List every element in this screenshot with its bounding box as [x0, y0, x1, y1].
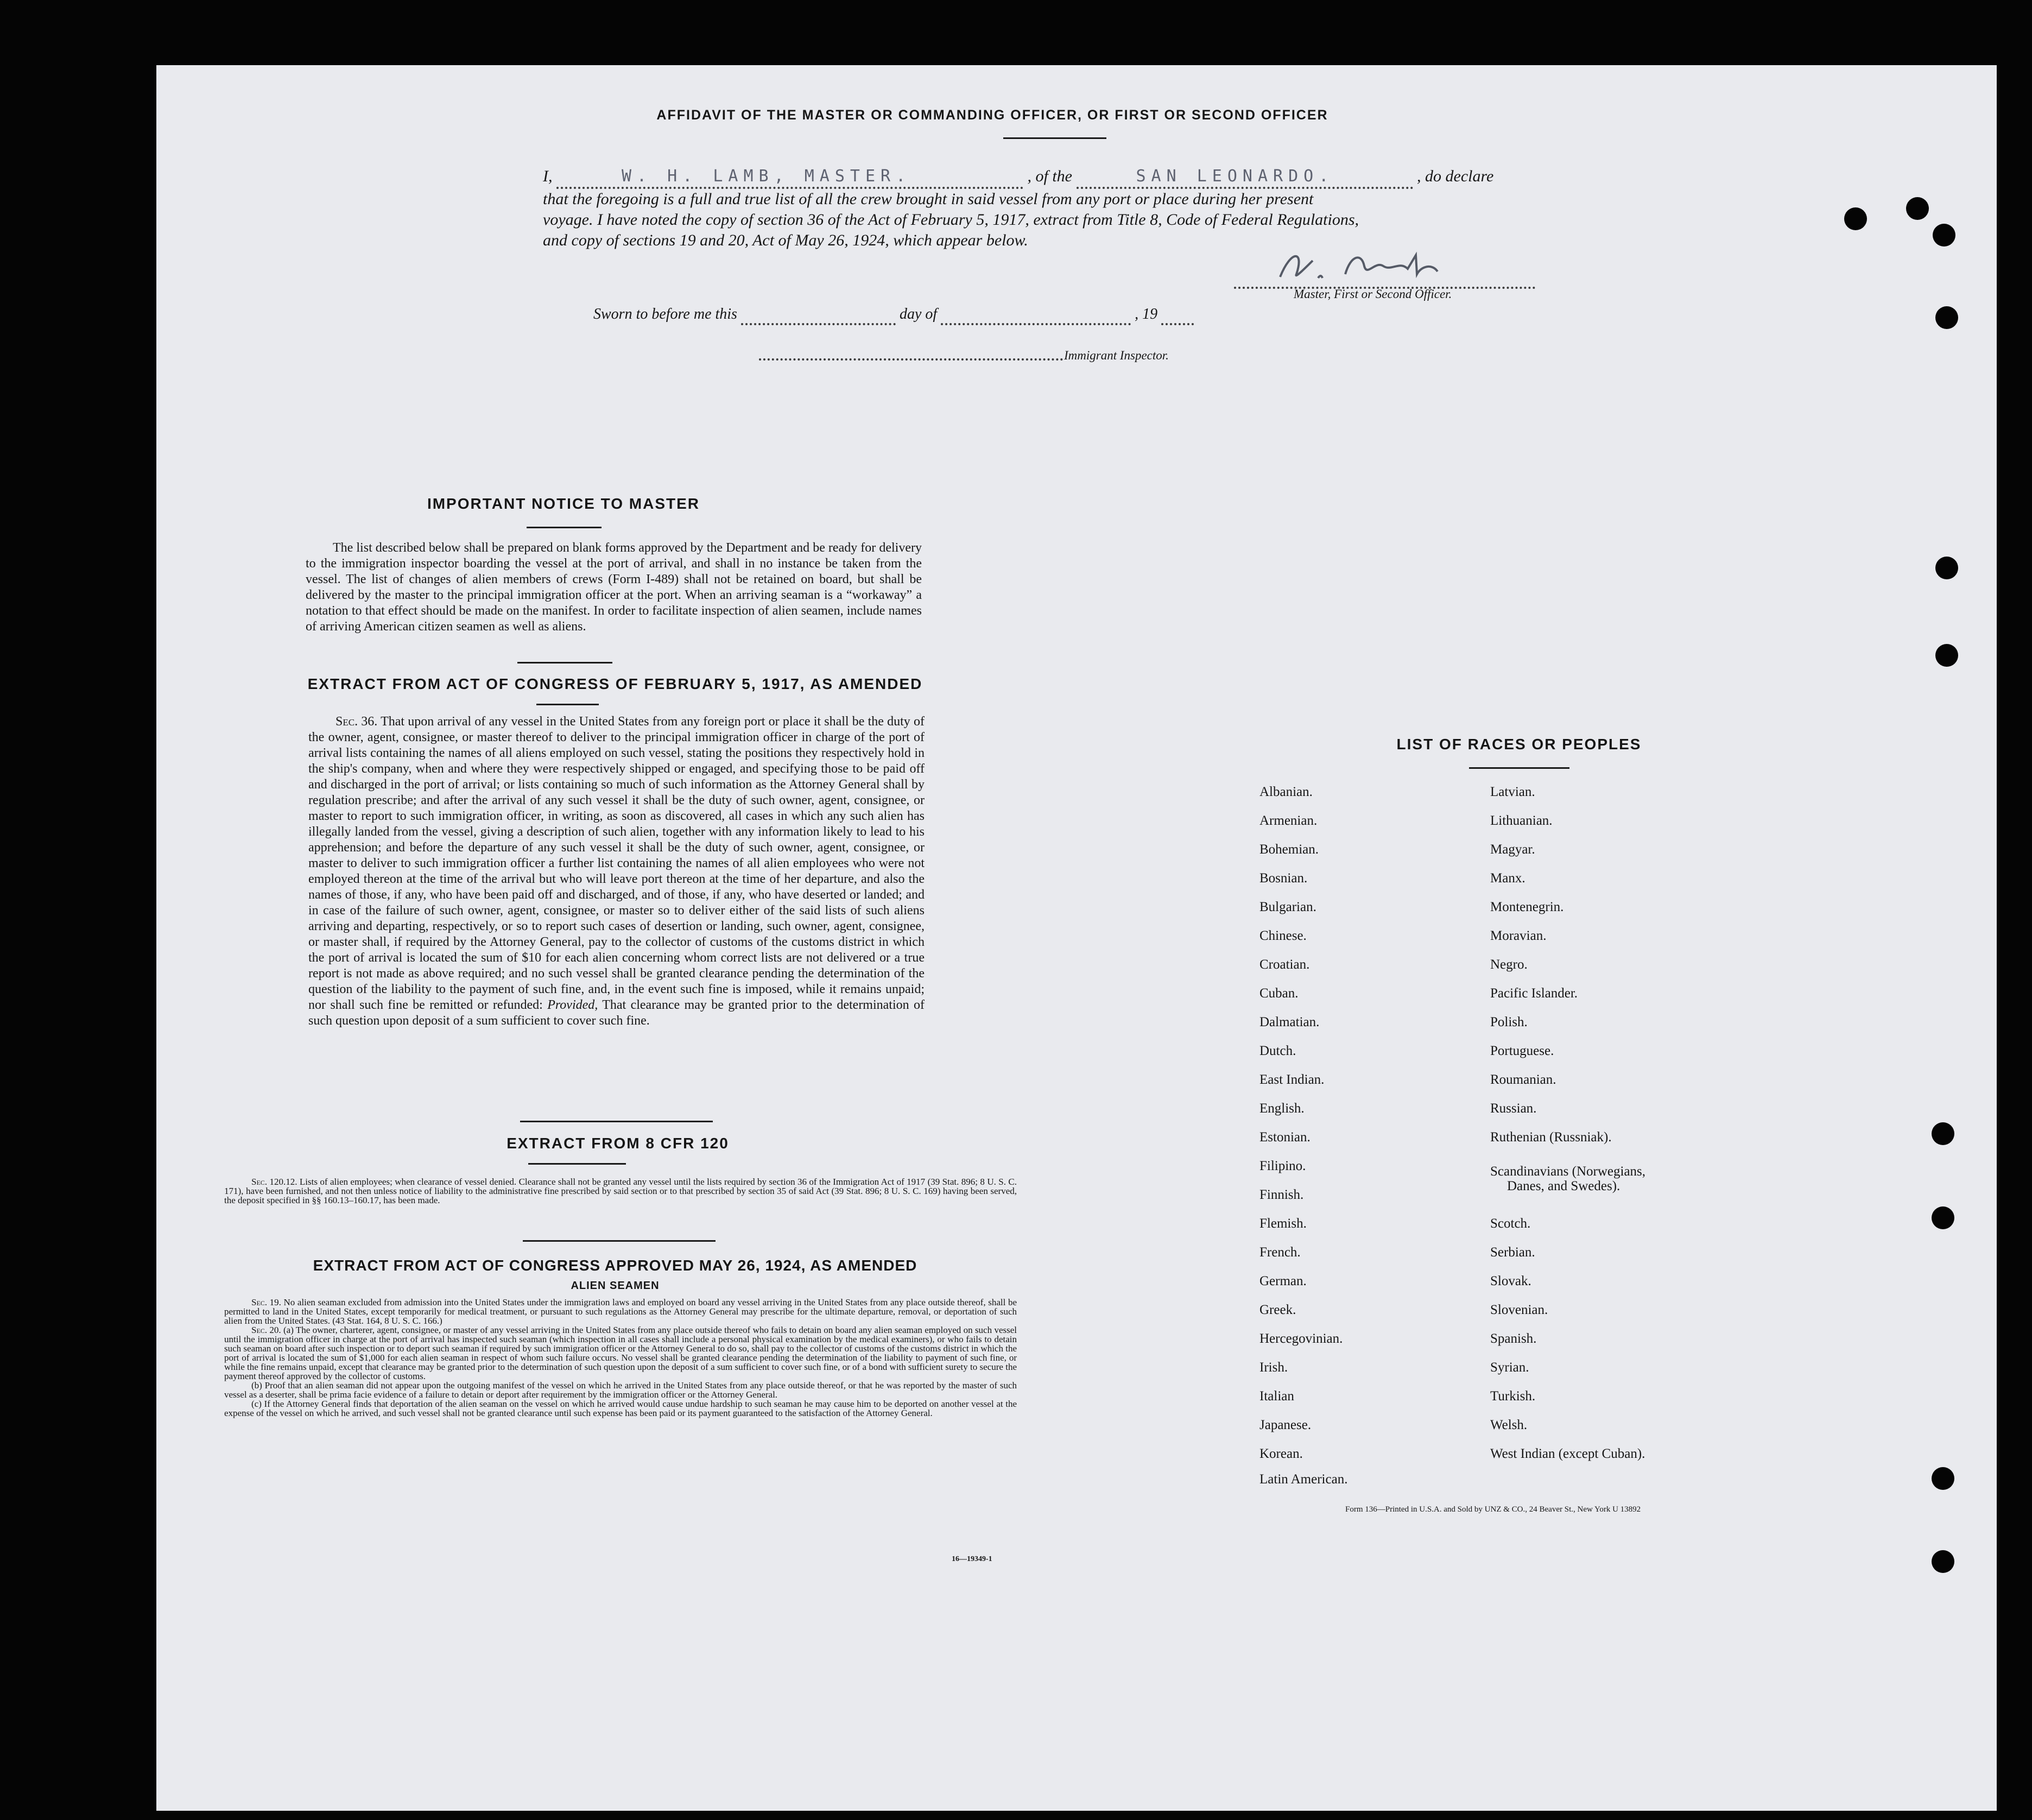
- inspector-signature-line[interactable]: [759, 353, 1063, 361]
- race-item: Roumanian.: [1490, 1072, 1556, 1087]
- sworn-prefix: Sworn to before me this: [593, 306, 737, 323]
- race-item: Syrian.: [1490, 1360, 1529, 1375]
- form-page: [156, 65, 1997, 1811]
- race-item: Albanian.: [1259, 785, 1313, 799]
- race-item: Moravian.: [1490, 928, 1547, 943]
- extract-1917-text: [308, 714, 925, 1029]
- race-item: East Indian.: [1259, 1072, 1325, 1087]
- race-item: Bohemian.: [1259, 842, 1319, 857]
- affidavit-title: AFFIDAVIT OF THE MASTER OR COMMANDING OFFICER, OR FIRST OR SECOND OFFICER: [656, 108, 1328, 123]
- race-item: Italian: [1259, 1389, 1294, 1404]
- race-item: Armenian.: [1259, 813, 1318, 828]
- sworn-day-field[interactable]: [741, 306, 896, 325]
- declaration-line-3: voyage. I have noted the copy of section 36 of the Act of February 5, 1917, extract from Title 8, Code of Federal Regulations,: [543, 211, 1359, 229]
- race-item: Polish.: [1490, 1015, 1528, 1029]
- race-item: French.: [1259, 1245, 1301, 1260]
- sec-20b-paragraph: (b) Proof that an alien seaman did not appear upon the outgoing manifest of the vessel on which he arrived in the United States from any place outside thereof, or that he was reported by the master of such vessel as a deserter, shall be prima facie evidence of a failure to detain or deport after requirement by the immigration officer or the Attorney General.: [224, 1380, 1017, 1400]
- notice-title: IMPORTANT NOTICE TO MASTER: [427, 495, 700, 512]
- race-item: Latvian.: [1490, 785, 1535, 799]
- race-item: Irish.: [1259, 1360, 1288, 1375]
- sec-19-body: No alien seaman excluded from admission into the United States under the immigration laws and employed on board any vessel arriving in the United States from any place outside thereof, shall be permitted to land in the United States, except temporarily for medical treatment, or pursuant to such regulations as the Attorney General may prescribe for the ultimate departure, removal, or deportation of such alien from the United States. (43 Stat. 164, 8 U. S. C. 166.): [224, 1297, 1017, 1326]
- cfr-rule: [528, 1163, 626, 1165]
- race-item: Greek.: [1259, 1303, 1296, 1317]
- race-item: German.: [1259, 1274, 1307, 1288]
- do-declare-text: , do declare: [1417, 167, 1494, 185]
- vessel-name-field[interactable]: [1077, 166, 1413, 189]
- race-item: Korean.: [1259, 1446, 1303, 1461]
- race-item: Latin American.: [1259, 1472, 1348, 1487]
- race-item: Dalmatian.: [1259, 1015, 1320, 1029]
- race-item: Scotch.: [1490, 1216, 1531, 1231]
- race-item: Danes, and Swedes).: [1507, 1179, 1620, 1193]
- of-the-text: , of the: [1027, 167, 1072, 185]
- sec-20a-paragraph: [224, 1325, 1017, 1381]
- race-item: Finnish.: [1259, 1187, 1304, 1202]
- declaration-line-4: and copy of sections 19 and 20, Act of May 26, 1924, which appear below.: [543, 231, 1028, 249]
- master-name-field[interactable]: [556, 166, 1023, 189]
- race-item: Dutch.: [1259, 1044, 1296, 1058]
- punch-hole: [1933, 224, 1955, 247]
- declaration-line-2: that the foregoing is a full and true list of all the crew brought in said vessel from any port or place during her present: [543, 190, 1314, 208]
- race-item: Hercegovinian.: [1259, 1331, 1343, 1346]
- punch-hole: [1932, 1206, 1954, 1229]
- race-item: Lithuanian.: [1490, 813, 1553, 828]
- race-item: Japanese.: [1259, 1418, 1312, 1432]
- sec-20a-body: (a) The owner, charterer, agent, consignee, or master of any vessel arriving in the United States from any place outside thereof who fails to detain on board any alien seaman employed on such vessel until the immigration officer in charge at the port of arrival has inspected such seaman (which inspection in all cases shall include a personal physical examination by the medical examiners), or who fails to detain such seaman on board after such inspection or to deport such seaman if required by such immigration officer or the Attorney General to do so, shall pay to the collector of customs of the customs district in which the port of arrival is located the sum of $1,000 for each alien seaman in respect of whom such failure occurs. No vessel shall be granted clearance pending the determination of the liability to payment of such fine, or while the fine remains unpaid, except that clearance may be granted prior to the determination of such question upon the deposit of a sum sufficient to cover such fine, or of a bond with sufficient surety to secure the payment thereof approved by the collector of customs.: [224, 1325, 1017, 1381]
- punch-hole: [1935, 557, 1958, 579]
- extract-1924-title: EXTRACT FROM ACT OF CONGRESS APPROVED MAY 26, 1924, AS AMENDED: [313, 1257, 917, 1274]
- extract-1924-text: [224, 1298, 1017, 1418]
- race-item: Cuban.: [1259, 986, 1299, 1001]
- race-item: Montenegrin.: [1490, 900, 1564, 914]
- notice-divider: [517, 662, 612, 663]
- vessel-name-value: SAN LEONARDO.: [1136, 167, 1334, 186]
- notice-rule: [527, 527, 602, 528]
- punch-hole: [1932, 1467, 1954, 1490]
- race-item: Filipino.: [1259, 1159, 1306, 1173]
- extract-1917-divider: [520, 1121, 713, 1122]
- race-item: Portuguese.: [1490, 1044, 1554, 1058]
- race-item: Scandinavians (Norwegians,: [1490, 1164, 1646, 1179]
- declaration-block: [543, 166, 1726, 251]
- punch-hole: [1906, 197, 1929, 220]
- race-item: Bosnian.: [1259, 871, 1308, 886]
- punch-hole: [1935, 306, 1958, 329]
- sec-20c-paragraph: (c) If the Attorney General finds that deportation of the alien seaman on the vessel on which he arrived would cause undue hardship to such seaman he may cause him to be deported on another vessel at the expense of the vessel on which he arrived, and such vessel shall not be granted clearance until such expense has been paid or its payment guaranteed to the satisfaction of the Attorney General.: [224, 1399, 1017, 1418]
- race-item: Flemish.: [1259, 1216, 1307, 1231]
- race-item: Serbian.: [1490, 1245, 1535, 1260]
- race-item: Turkish.: [1490, 1389, 1536, 1404]
- race-item: Welsh.: [1490, 1418, 1528, 1432]
- signature-label: Master, First or Second Officer.: [1294, 287, 1452, 301]
- cfr-divider: [523, 1240, 716, 1242]
- punch-hole: [1932, 1122, 1954, 1145]
- sec-36-body: That upon arrival of any vessel in the United States from any foreign port or place it shall be the duty of the owner, agent, consignee, or master thereof to deliver to the principal immigration officer in charge of the port of arrival lists containing the names of all aliens employed on such vessel, stating the positions they respectively hold in the ship's company, when and where they were respectively shipped or engaged, and specifying those to be paid off and discharged in the port of arrival; or lists containing so much of such information as the Attorney General shall by regulation prescribe; and after the arrival of any such vessel it shall be the duty of such owner, agent, consignee, or master to report to such immigration officer, in writing, as soon as discovered, all cases in which any such alien has illegally landed from the vessel, giving a description of such alien, together with any information likely to lead to his apprehension; and before the departure of any such vessel it shall be the duty of such owner, agent, consignee, or master to deliver to such immigration officer a further list containing the names of all alien employees who were not employed thereon at the time of the arrival but who will leave port thereon at the time of her departure, and also the names of those, if any, who have been paid off and discharged, and of those, if any, who have deserted or landed; and in case of the failure of such owner, agent, consignee, or master so to deliver either of the said lists of such aliens arriving and departing, respectively, or so to report such cases of desertion or landing, such owner, agent, consignee, or master shall, if required by the Attorney General, pay to the collector of customs of the customs district in which the port of arrival is located the sum of $10 for each alien concerning whom correct lists are not delivered or a true report is not made as above required; and no such vessel shall be granted clearance pending the determination of the question of the liability to the payment of such fine, and, in the event such fine is imposed, while it remains unpaid; nor shall such fine be remitted or refunded:: [308, 715, 925, 1012]
- sworn-month-field[interactable]: [941, 306, 1131, 325]
- sec-19-label: Sec. 19.: [251, 1297, 281, 1307]
- race-item: English.: [1259, 1101, 1305, 1116]
- race-item: Magyar.: [1490, 842, 1535, 857]
- race-item: Chinese.: [1259, 928, 1307, 943]
- extract-1924-subtitle: ALIEN SEAMEN: [571, 1280, 660, 1292]
- race-item: Slovak.: [1490, 1274, 1531, 1288]
- sworn-line: [593, 306, 1194, 325]
- sec-36-body-end: That clearance may be granted prior to the determination of such question upon deposit of a sum sufficient to cover such fine.: [308, 998, 925, 1028]
- sworn-year-field[interactable]: [1161, 306, 1194, 325]
- punch-hole: [1932, 1550, 1954, 1573]
- sec-36-label: Sec. 36.: [335, 715, 378, 729]
- punch-hole: [1935, 644, 1958, 667]
- race-item: Ruthenian (Russniak).: [1490, 1130, 1612, 1145]
- extract-1917-rule: [536, 704, 599, 705]
- signature-image: [1275, 244, 1459, 288]
- cfr-title: EXTRACT FROM 8 CFR 120: [507, 1135, 729, 1152]
- master-name-value: W. H. LAMB, MASTER.: [622, 167, 911, 186]
- sec-20-label: Sec. 20.: [251, 1325, 281, 1335]
- race-item: Manx.: [1490, 871, 1525, 886]
- race-item: Pacific Islander.: [1490, 986, 1578, 1001]
- race-item: Bulgarian.: [1259, 900, 1316, 914]
- title-rule: [1003, 137, 1106, 139]
- notice-text: The list described below shall be prepared on blank forms approved by the Department and be ready for delivery to the immigration inspector boarding the vessel at the port of arrival, and shall in no instance be taken from the vessel. The list of changes of alien members of crews (Form I-489) shall not be retained on board, but shall be delivered by the master to the principal immigration officer at the port. When an arriving seaman is a “workaway” a notation to that effect should be made on the manifest. In order to facilitate inspection of alien seamen, include names of arriving American citizen seamen as well as aliens.: [306, 541, 922, 634]
- declaration-prefix: I,: [543, 167, 553, 185]
- sec-19-paragraph: [224, 1298, 1017, 1325]
- cfr-body: Lists of alien employees; when clearance of vessel denied. Clearance shall not be granted any vessel until the lists required by section 36 of the Immigration Act of 1917 (39 Stat. 896; 8 U. S. C. 171), have been furnished, and not then unless notice of liability to the administrative fine prescribed by said section or to that prescribed by section 35 of said Act (39 Stat. 896; 8 U. S. C. 169) having been served, the deposit specified in §§ 160.13–160.17, has been made.: [224, 1177, 1017, 1205]
- race-item: Croatian.: [1259, 957, 1310, 972]
- races-rule: [1469, 767, 1569, 769]
- races-title: LIST OF RACES OR PEOPLES: [1396, 736, 1642, 753]
- form-code: 16—19349-1: [952, 1555, 992, 1563]
- race-item: Spanish.: [1490, 1331, 1537, 1346]
- extract-1917-title: EXTRACT FROM ACT OF CONGRESS OF FEBRUARY 5, 1917, AS AMENDED: [307, 675, 923, 692]
- inspector-label: Immigrant Inspector.: [1064, 349, 1169, 362]
- day-of-text: day of: [899, 306, 938, 323]
- punch-hole: [1844, 207, 1867, 230]
- race-item: West Indian (except Cuban).: [1490, 1446, 1645, 1461]
- cfr-sec-label: Sec. 120.12.: [251, 1177, 297, 1187]
- provided-text: Provided,: [547, 998, 598, 1012]
- printer-footer: Form 136—Printed in U.S.A. and Sold by UNZ & CO., 24 Beaver St., New York U 13892: [1345, 1505, 1641, 1514]
- race-item: Slovenian.: [1490, 1303, 1548, 1317]
- declaration-line-1: [543, 166, 1726, 189]
- race-item: Russian.: [1490, 1101, 1537, 1116]
- race-item: Negro.: [1490, 957, 1528, 972]
- cfr-text: [224, 1177, 1017, 1205]
- year-prefix: , 19: [1135, 306, 1158, 323]
- race-item: Estonian.: [1259, 1130, 1311, 1145]
